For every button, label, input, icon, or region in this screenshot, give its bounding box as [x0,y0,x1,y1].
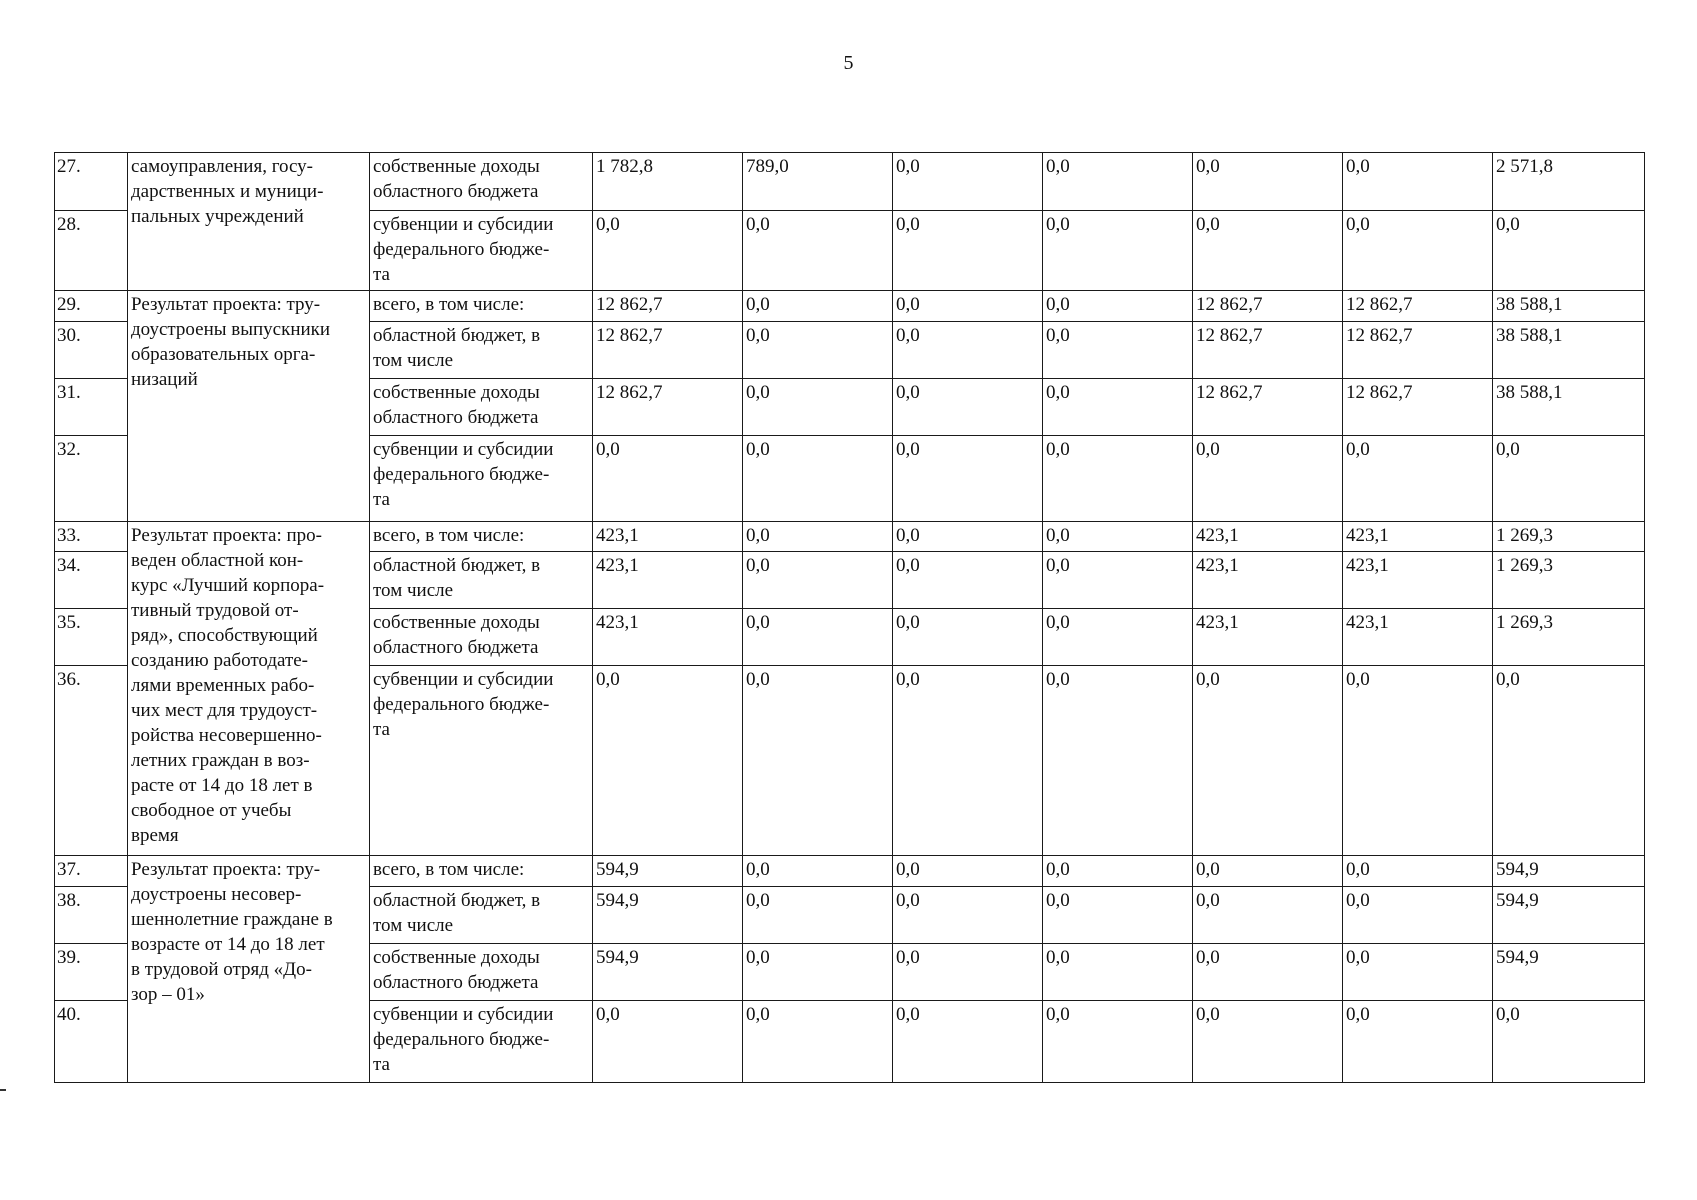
total-value-cell: 0,0 [1493,211,1645,291]
year-value-cell: 0,0 [1193,211,1343,291]
row-number: 28. [55,211,128,291]
year-value-cell: 0,0 [1343,666,1493,856]
year-value-cell: 423,1 [1343,522,1493,552]
year-value-cell: 0,0 [1193,887,1343,944]
result-description: Результат проекта: тру- доустроены несовер- шеннолетние граждане в возрасте от 14 до 18 лет в трудовой отряд «До- зор – 01» [128,856,370,1083]
funding-source: всего, в том числе: [370,522,593,552]
row-number: 29. [55,291,128,322]
result-description: Результат проекта: тру- доустроены выпускники образовательных орга- низаций [128,291,370,522]
table-row [55,856,1645,887]
funding-source: собственные доходы областного бюджета [370,609,593,666]
funding-source: всего, в том числе: [370,291,593,322]
row-number: 30. [55,322,128,379]
total-value-cell: 2 571,8 [1493,153,1645,211]
year-value-cell: 0,0 [743,522,893,552]
result-description: Результат проекта: про- веден областной кон- курс «Лучший корпора- тивный трудовой от- ряд», способствующий созданию работодате- лями временных рабо- чих мест для трудоуст- ройства несовершенно- летних граждан в воз- расте от 14 до 18 лет в свободное от учебы время [128,522,370,856]
row-number: 27. [55,153,128,211]
year-value-cell: 1 782,8 [593,153,743,211]
page-number: 5 [843,52,854,74]
scan-edge-mark [0,1089,6,1091]
table-row [55,291,1645,322]
year-value-cell: 0,0 [1043,552,1193,609]
total-value-cell: 594,9 [1493,856,1645,887]
funding-source: областной бюджет, в том числе [370,552,593,609]
row-number: 35. [55,609,128,666]
year-value-cell: 423,1 [593,522,743,552]
year-value-cell: 0,0 [593,666,743,856]
year-value-cell: 0,0 [743,291,893,322]
total-value-cell: 1 269,3 [1493,609,1645,666]
year-value-cell: 0,0 [893,887,1043,944]
funding-source: субвенции и субсидии федерального бюдже- та [370,211,593,291]
year-value-cell: 0,0 [1193,436,1343,522]
year-value-cell: 0,0 [1193,153,1343,211]
result-description: самоуправления, госу- дарственных и муници- пальных учреждений [128,153,370,291]
year-value-cell: 0,0 [893,609,1043,666]
year-value-cell: 0,0 [893,291,1043,322]
total-value-cell: 38 588,1 [1493,322,1645,379]
row-number: 37. [55,856,128,887]
year-value-cell: 0,0 [893,322,1043,379]
year-value-cell: 0,0 [893,522,1043,552]
year-value-cell: 0,0 [593,1001,743,1083]
year-value-cell: 0,0 [1343,856,1493,887]
funding-source: субвенции и субсидии федерального бюдже- та [370,436,593,522]
year-value-cell: 0,0 [743,887,893,944]
funding-source: собственные доходы областного бюджета [370,379,593,436]
table-row [55,153,1645,211]
year-value-cell: 0,0 [743,322,893,379]
year-value-cell: 0,0 [893,436,1043,522]
year-value-cell: 0,0 [593,436,743,522]
row-number: 31. [55,379,128,436]
year-value-cell: 0,0 [1343,436,1493,522]
year-value-cell: 0,0 [1043,153,1193,211]
year-value-cell: 0,0 [1043,1001,1193,1083]
year-value-cell: 12 862,7 [593,291,743,322]
table-row [55,522,1645,552]
year-value-cell: 0,0 [1343,211,1493,291]
year-value-cell: 423,1 [593,552,743,609]
year-value-cell: 0,0 [1343,1001,1493,1083]
year-value-cell: 0,0 [1043,211,1193,291]
funding-source: собственные доходы областного бюджета [370,153,593,211]
row-number: 34. [55,552,128,609]
row-number: 33. [55,522,128,552]
year-value-cell: 0,0 [1043,379,1193,436]
year-value-cell: 594,9 [593,944,743,1001]
year-value-cell: 423,1 [593,609,743,666]
year-value-cell: 594,9 [593,887,743,944]
total-value-cell: 1 269,3 [1493,522,1645,552]
year-value-cell: 0,0 [1193,1001,1343,1083]
total-value-cell: 0,0 [1493,1001,1645,1083]
year-value-cell: 0,0 [743,944,893,1001]
year-value-cell: 423,1 [1193,552,1343,609]
year-value-cell: 0,0 [1043,666,1193,856]
year-value-cell: 423,1 [1343,552,1493,609]
year-value-cell: 0,0 [743,856,893,887]
year-value-cell: 12 862,7 [1343,322,1493,379]
funding-source: собственные доходы областного бюджета [370,944,593,1001]
year-value-cell: 12 862,7 [1343,291,1493,322]
year-value-cell: 12 862,7 [593,322,743,379]
funding-source: всего, в том числе: [370,856,593,887]
year-value-cell: 12 862,7 [1193,291,1343,322]
year-value-cell: 0,0 [1043,856,1193,887]
funding-source: областной бюджет, в том числе [370,887,593,944]
year-value-cell: 0,0 [893,1001,1043,1083]
year-value-cell: 0,0 [593,211,743,291]
year-value-cell: 594,9 [593,856,743,887]
year-value-cell: 0,0 [893,211,1043,291]
year-value-cell: 0,0 [1043,944,1193,1001]
year-value-cell: 0,0 [1043,436,1193,522]
year-value-cell: 0,0 [893,552,1043,609]
total-value-cell: 0,0 [1493,436,1645,522]
total-value-cell: 38 588,1 [1493,379,1645,436]
total-value-cell: 1 269,3 [1493,552,1645,609]
year-value-cell: 0,0 [893,666,1043,856]
year-value-cell: 12 862,7 [593,379,743,436]
year-value-cell: 0,0 [893,944,1043,1001]
year-value-cell: 0,0 [1043,291,1193,322]
year-value-cell: 0,0 [743,666,893,856]
year-value-cell: 423,1 [1193,522,1343,552]
year-value-cell: 423,1 [1343,609,1493,666]
budget-table [54,152,1645,1083]
year-value-cell: 12 862,7 [1343,379,1493,436]
year-value-cell: 0,0 [743,379,893,436]
total-value-cell: 594,9 [1493,887,1645,944]
year-value-cell: 0,0 [1343,944,1493,1001]
year-value-cell: 0,0 [1193,666,1343,856]
total-value-cell: 38 588,1 [1493,291,1645,322]
year-value-cell: 0,0 [1043,322,1193,379]
row-number: 32. [55,436,128,522]
row-number: 38. [55,887,128,944]
row-number: 40. [55,1001,128,1083]
year-value-cell: 0,0 [1193,856,1343,887]
year-value-cell: 0,0 [1193,944,1343,1001]
total-value-cell: 594,9 [1493,944,1645,1001]
year-value-cell: 0,0 [1343,887,1493,944]
year-value-cell: 423,1 [1193,609,1343,666]
year-value-cell: 0,0 [743,609,893,666]
year-value-cell: 0,0 [1043,609,1193,666]
year-value-cell: 0,0 [893,153,1043,211]
year-value-cell: 12 862,7 [1193,379,1343,436]
year-value-cell: 0,0 [893,379,1043,436]
year-value-cell: 789,0 [743,153,893,211]
year-value-cell: 0,0 [893,856,1043,887]
year-value-cell: 0,0 [1043,887,1193,944]
year-value-cell: 12 862,7 [1193,322,1343,379]
total-value-cell: 0,0 [1493,666,1645,856]
funding-source: областной бюджет, в том числе [370,322,593,379]
year-value-cell: 0,0 [743,552,893,609]
year-value-cell: 0,0 [743,436,893,522]
year-value-cell: 0,0 [743,1001,893,1083]
funding-source: субвенции и субсидии федерального бюдже- та [370,666,593,856]
year-value-cell: 0,0 [743,211,893,291]
year-value-cell: 0,0 [1043,522,1193,552]
funding-source: субвенции и субсидии федерального бюдже- та [370,1001,593,1083]
row-number: 36. [55,666,128,856]
row-number: 39. [55,944,128,1001]
year-value-cell: 0,0 [1343,153,1493,211]
